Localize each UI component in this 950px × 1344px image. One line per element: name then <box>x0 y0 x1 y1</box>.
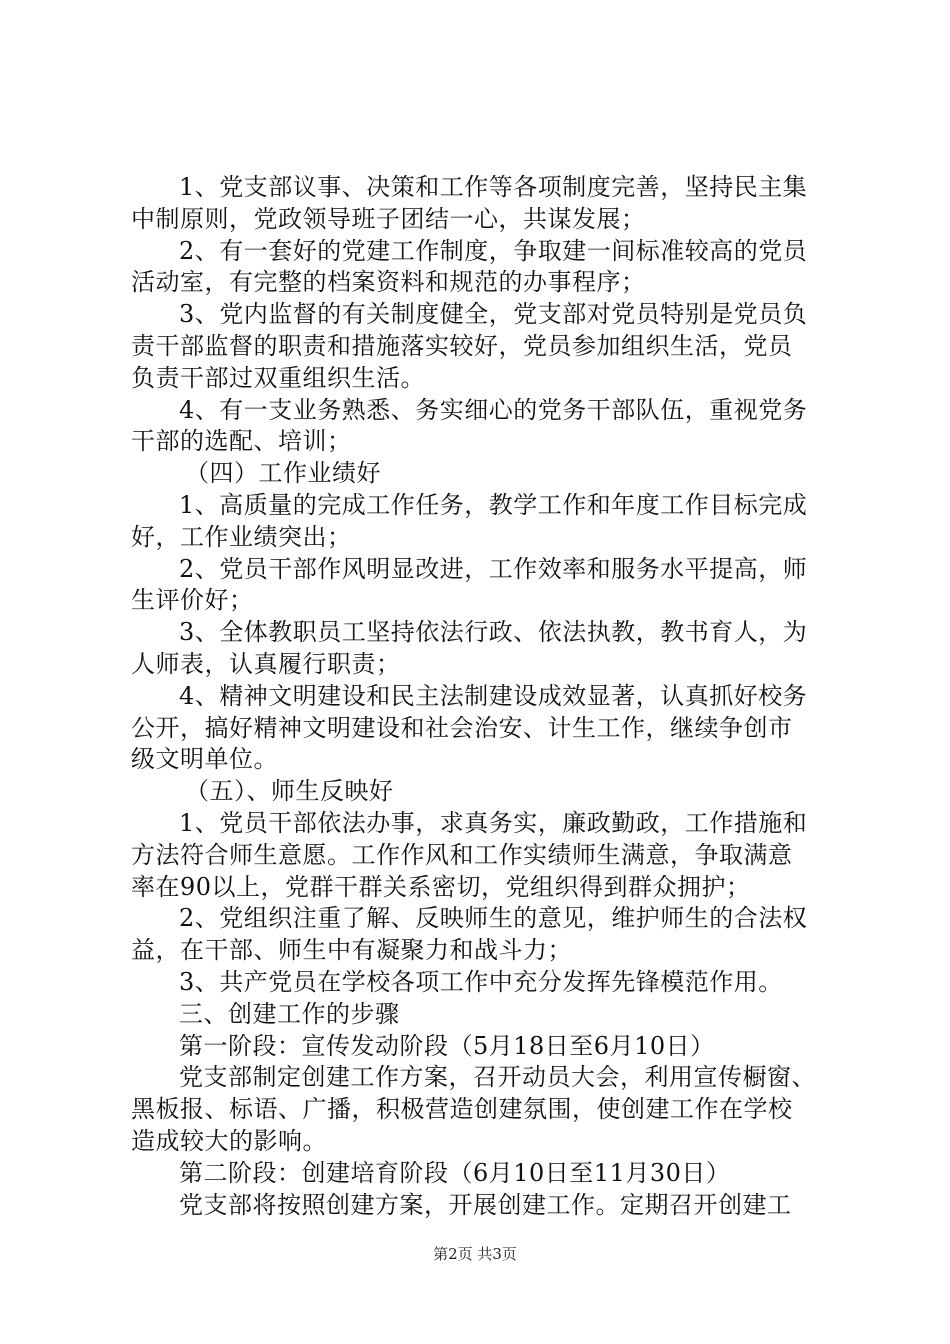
page-footer <box>0 1244 950 1264</box>
text-line: 干部的选配、培训； <box>131 427 352 456</box>
text-line: 黑板报、标语、广播，积极营造创建氛围，使创建工作在学校 <box>131 1095 793 1124</box>
document-body <box>131 172 831 1221</box>
text-line: 益，在干部、师生中有凝聚力和战斗力； <box>131 936 572 965</box>
text-line: 第二阶段：创建培育阶段（6月10日至11月30日） <box>179 1158 731 1187</box>
text-line: 2、党组织注重了解、反映师生的意见，维护师生的合法权 <box>179 904 808 933</box>
text-line: 率在90以上，党群干群关系密切，党组织得到群众拥护； <box>131 872 751 901</box>
text-line: 党支部制定创建工作方案，召开动员大会，利用宣传橱窗、 <box>179 1063 816 1092</box>
text-line: 造成较大的影响。 <box>131 1126 327 1155</box>
text-line: 责干部监督的职责和措施落实较好，党员参加组织生活，党员 <box>131 331 793 360</box>
text-line: 党支部将按照创建方案，开展创建工作。定期召开创建工 <box>179 1190 792 1219</box>
text-line: 好，工作业绩突出； <box>131 522 352 551</box>
text-line: 中制原则，党政领导班子团结一心，共谋发展； <box>131 204 646 233</box>
text-line: 4、精神文明建设和民主法制建设成效显著，认真抓好校务 <box>179 681 808 710</box>
text-line: 负责干部过双重组织生活。 <box>131 363 425 392</box>
text-line: 3、党内监督的有关制度健全，党支部对党员特别是党员负 <box>179 300 808 329</box>
text-line: 1、党员干部依法办事，求真务实，廉政勤政，工作措施和 <box>179 808 808 837</box>
text-line: 2、党员干部作风明显改进，工作效率和服务水平提高，师 <box>179 554 808 583</box>
text-line: （四）工作业绩好 <box>185 459 381 488</box>
text-line: 人师表，认真履行职责； <box>131 649 401 678</box>
text-line: 公开，搞好精神文明建设和社会治安、计生工作，继续争创市 <box>131 713 793 742</box>
page-number-label: 第2页 共3页 <box>433 1245 517 1263</box>
text-line: 3、共产党员在学校各项工作中充分发挥先锋模范作用。 <box>179 967 783 996</box>
text-line: 1、党支部议事、决策和工作等各项制度完善，坚持民主集 <box>179 173 808 201</box>
text-line: 生评价好； <box>131 586 254 615</box>
text-line: 活动室，有完整的档案资料和规范的办事程序； <box>131 268 646 297</box>
text-line: 3、全体教职员工坚持依法行政、依法执教，教书育人，为 <box>179 618 808 647</box>
text-line: （五）、师生反映好 <box>185 777 394 806</box>
text-line: 4、有一支业务熟悉、务实细心的党务干部队伍，重视党务 <box>179 395 808 424</box>
text-line: 2、有一套好的党建工作制度，争取建一间标准较高的党员 <box>179 236 808 265</box>
text-line: 三、创建工作的步骤 <box>179 999 400 1028</box>
text-line: 方法符合师生意愿。工作作风和工作实绩师生满意，争取满意 <box>131 840 793 869</box>
text-line: 1、高质量的完成工作任务，教学工作和年度工作目标完成 <box>179 490 808 519</box>
text-line: 第一阶段：宣传发动阶段（5月18日至6月10日） <box>179 1031 715 1060</box>
text-line: 级文明单位。 <box>131 745 278 774</box>
